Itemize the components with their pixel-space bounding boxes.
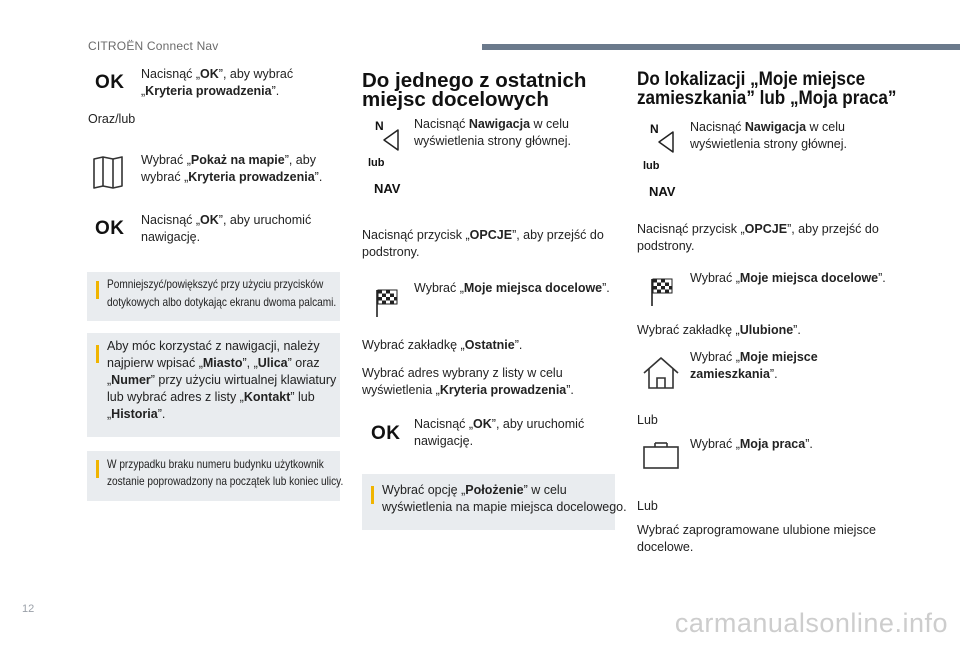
ok-icon: OK (371, 423, 401, 444)
col3-step1: Nacisnąć Nawigacja w celu wyświetlenia strony głównej. (690, 120, 848, 151)
note-zoom (87, 272, 340, 321)
note-house-line2: zostanie poprowadzony na początek lub koniec ulicy. (107, 474, 344, 488)
note-zoom-line1: Pomniejszyć/powiększyć przy użyciu przycisków (107, 277, 324, 291)
col3-step6: Wybrać „Moja praca”. (690, 437, 813, 451)
note-house-number (87, 451, 344, 501)
note-marker (96, 281, 99, 299)
col2-title-line1: Do jednego z ostatnich (362, 69, 587, 92)
note-address-line2: najpierw wpisać „Miasto”, „Ulica” oraz (107, 356, 320, 370)
nav-button-icon: NAV (649, 184, 676, 199)
col3-lub1: Lub (637, 413, 658, 427)
note-address-line3: „Numer” przy użyciu wirtualnej klawiatury (107, 373, 337, 387)
col1-oraz: Oraz/lub (88, 112, 136, 126)
col2-step3: Wybrać „Moje miejsca docelowe”. (414, 281, 610, 295)
watermark: carmanualsonline.info (674, 608, 948, 638)
north-label: N (650, 122, 659, 136)
col3-step5: Wybrać „Moje miejsce zamieszkania”. (690, 350, 818, 381)
note-position-line1: Wybrać opcję „Położenie” w celu (382, 483, 567, 497)
nav-button-icon: NAV (374, 181, 401, 196)
note-address-line4: lub wybrać adres z listy „Kontakt” lub (107, 390, 315, 404)
checkered-flag-icon (649, 277, 675, 307)
briefcase-icon (642, 440, 680, 470)
col3-lub2: Lub (637, 499, 658, 513)
col1-step1: Nacisnąć „OK”, aby wybrać „Kryteria prowadzenia”. (141, 67, 294, 98)
col3-title-line2: zamieszkania” lub „Moja praca” (637, 88, 897, 109)
note-position-line2: wyświetlenia na mapie miejsca docelowego. (382, 500, 627, 514)
col2-title-line2: miejsc docelowych (362, 88, 549, 111)
checkered-flag-icon (374, 288, 400, 318)
col3-title-line1: Do lokalizacji „Moje miejsce (637, 69, 866, 90)
nav-or-label: lub (368, 157, 385, 169)
note-address (87, 333, 340, 437)
note-house-line1: W przypadku braku numeru budynku użytkownik (107, 457, 324, 471)
col3-step2: Nacisnąć przycisk „OPCJE”, aby przejść do podstrony. (637, 222, 879, 253)
navigation-arrow-icon (657, 130, 675, 154)
ok-icon: OK (95, 218, 125, 239)
col2-step2: Nacisnąć przycisk „OPCJE”, aby przejść do podstrony. (362, 228, 604, 259)
nav-or-label: lub (643, 160, 660, 172)
map-icon (92, 155, 124, 189)
header-title: CITROËN Connect Nav (88, 39, 219, 53)
col1-step2: Wybrać „Pokaż na mapie”, aby wybrać „Kryteria prowadzenia”. (141, 153, 323, 184)
note-address-line1: Aby móc korzystać z nawigacji, należy (107, 339, 320, 353)
navigation-arrow-icon (382, 128, 400, 152)
col1-step3: Nacisnąć „OK”, aby uruchomić nawigację. (141, 213, 312, 244)
col2-step4: Wybrać zakładkę „Ostatnie”. (362, 338, 523, 352)
home-icon (642, 356, 680, 390)
col2-step6: Nacisnąć „OK”, aby uruchomić nawigację. (414, 417, 585, 448)
note-marker (96, 345, 99, 363)
note-marker (96, 460, 99, 478)
col3-step3: Wybrać „Moje miejsca docelowe”. (690, 271, 886, 285)
col3-step7: Wybrać zaprogramowane ulubione miejsce docelowe. (637, 523, 876, 554)
col2-step1: Nacisnąć Nawigacja w celu wyświetlenia strony głównej. (414, 117, 572, 148)
page-number: 12 (22, 603, 35, 615)
header-rule (482, 44, 960, 50)
note-address-line5: „Historia”. (107, 407, 166, 421)
col2-step5: Wybrać adres wybrany z listy w celu wyświetlenia „Kryteria prowadzenia”. (362, 366, 574, 397)
ok-icon: OK (95, 72, 125, 93)
north-label: N (375, 119, 384, 133)
note-zoom-line2: dotykowych albo dotykając ekranu dwoma palcami. (107, 295, 337, 309)
note-position (362, 474, 627, 530)
col3-step4: Wybrać zakładkę „Ulubione”. (637, 323, 801, 337)
note-marker (371, 486, 374, 504)
